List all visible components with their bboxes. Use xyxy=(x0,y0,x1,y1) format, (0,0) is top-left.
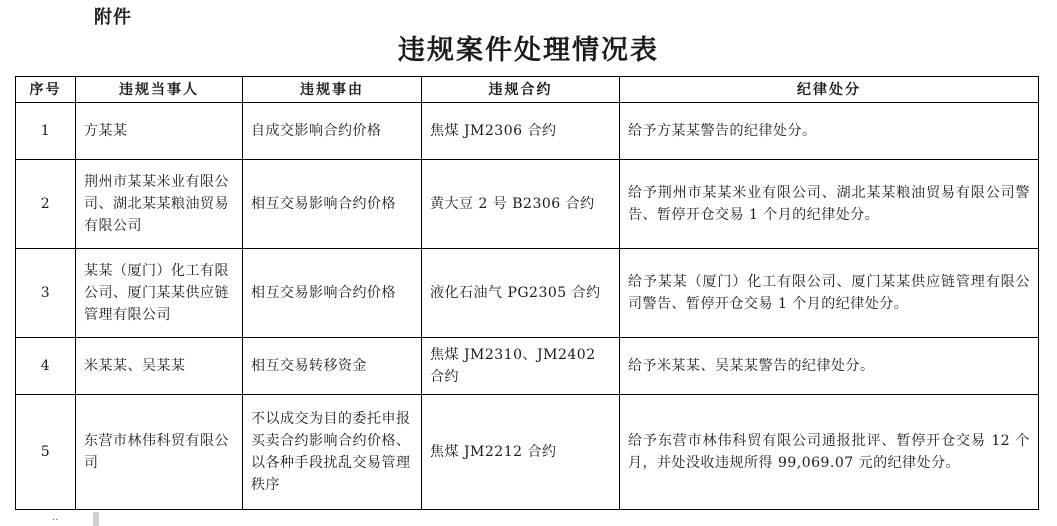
cell-contract: 焦煤 JM2310、JM2402 合约 xyxy=(422,338,620,395)
cell-serial-number: 5 xyxy=(16,395,76,510)
header-contract: 违规合约 xyxy=(422,77,620,103)
cell-serial-number: 1 xyxy=(16,103,76,160)
document-title: 违规案件处理情况表 xyxy=(398,35,659,66)
cell-serial-number: 2 xyxy=(16,160,76,249)
table-row xyxy=(16,395,1039,510)
cell-reason: 不以成交为目的委托申报买卖合约影响合约价格、以各种手段扰乱交易管理秩序 xyxy=(243,395,422,510)
header-reason: 违规事由 xyxy=(243,77,422,103)
cell-party: 东营市林伟科贸有限公司 xyxy=(76,395,243,510)
cell-party: 米某某、吴某某 xyxy=(76,338,243,395)
cell-party: 某某（厦门）化工有限公司、厦门某某供应链管理有限公司 xyxy=(76,249,243,338)
cell-reason: 相互交易转移资金 xyxy=(243,338,422,395)
header-party: 违规当事人 xyxy=(76,77,243,103)
header-penalty: 纪律处分 xyxy=(620,77,1039,103)
cell-contract: 黄大豆 2 号 B2306 合约 xyxy=(422,160,620,249)
cell-contract: 焦煤 JM2306 合约 xyxy=(422,103,620,160)
table-row xyxy=(16,249,1039,338)
cell-serial-number: 3 xyxy=(16,249,76,338)
table-row xyxy=(16,338,1039,395)
page-break-marker: ·· xyxy=(52,515,59,526)
attachment-label: 附件 xyxy=(94,7,132,28)
cell-penalty: 给予方某某警告的纪律处分。 xyxy=(620,103,1039,160)
cell-penalty: 给予东营市林伟科贸有限公司通报批评、暂停开仓交易 12 个月，并处没收违规所得 99,069.07 元的纪律处分。 xyxy=(620,395,1039,510)
text-cursor-mark xyxy=(93,512,99,526)
cell-reason: 自成交影响合约价格 xyxy=(243,103,422,160)
cell-contract: 液化石油气 PG2305 合约 xyxy=(422,249,620,338)
table-header-row xyxy=(16,77,1039,103)
header-serial-number: 序号 xyxy=(16,77,76,103)
cell-penalty: 给予某某（厦门）化工有限公司、厦门某某供应链管理有限公司警告、暂停开仓交易 1 个月的纪律处分。 xyxy=(620,249,1039,338)
cell-reason: 相互交易影响合约价格 xyxy=(243,160,422,249)
cell-party: 方某某 xyxy=(76,103,243,160)
table-row xyxy=(16,160,1039,249)
cell-party: 荆州市某某米业有限公司、湖北某某粮油贸易有限公司 xyxy=(76,160,243,249)
cell-penalty: 给予荆州市某某米业有限公司、湖北某某粮油贸易有限公司警告、暂停开仓交易 1 个月的纪律处分。 xyxy=(620,160,1039,249)
cell-reason: 相互交易影响合约价格 xyxy=(243,249,422,338)
cell-penalty: 给予米某某、吴某某警告的纪律处分。 xyxy=(620,338,1039,395)
cell-serial-number: 4 xyxy=(16,338,76,395)
violation-cases-table xyxy=(15,76,1039,510)
cell-contract: 焦煤 JM2212 合约 xyxy=(422,395,620,510)
table-row xyxy=(16,103,1039,160)
